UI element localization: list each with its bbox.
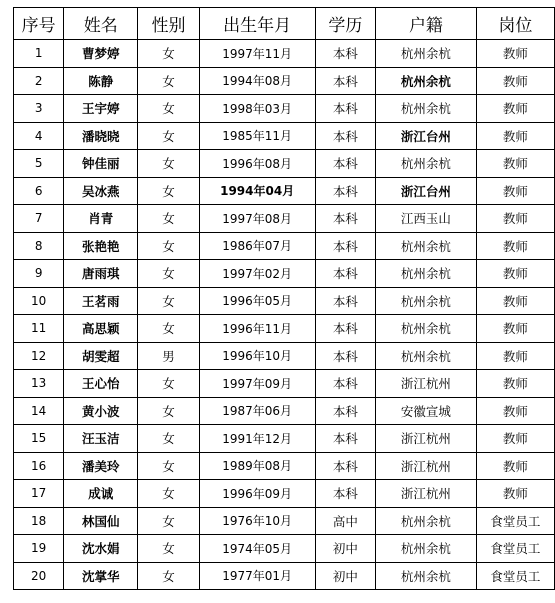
cell-no: 11 xyxy=(14,315,64,343)
cell-hukou: 浙江杭州 xyxy=(376,425,476,453)
header-birth: 出生年月 xyxy=(199,8,315,40)
cell-birth: 1989年08月 xyxy=(199,452,315,480)
cell-no: 15 xyxy=(14,425,64,453)
table-row xyxy=(14,177,555,205)
cell-hukou: 浙江杭州 xyxy=(376,370,476,398)
cell-birth: 1996年10月 xyxy=(199,342,315,370)
cell-post: 教师 xyxy=(476,67,554,95)
cell-hukou: 杭州余杭 xyxy=(376,260,476,288)
table-row xyxy=(14,425,555,453)
cell-hukou: 浙江杭州 xyxy=(376,480,476,508)
cell-birth: 1987年06月 xyxy=(199,397,315,425)
table-row xyxy=(14,480,555,508)
cell-gender: 女 xyxy=(138,205,199,233)
cell-education: 本科 xyxy=(315,425,376,453)
cell-hukou: 杭州余杭 xyxy=(376,95,476,123)
cell-education: 本科 xyxy=(315,260,376,288)
cell-hukou: 浙江台州 xyxy=(376,122,476,150)
table-row xyxy=(14,95,555,123)
cell-birth: 1997年09月 xyxy=(199,370,315,398)
cell-name: 潘美玲 xyxy=(64,452,138,480)
cell-hukou: 杭州余杭 xyxy=(376,507,476,535)
cell-birth: 1976年10月 xyxy=(199,507,315,535)
cell-education: 本科 xyxy=(315,95,376,123)
cell-education: 本科 xyxy=(315,315,376,343)
cell-education: 本科 xyxy=(315,150,376,178)
cell-name: 肖青 xyxy=(64,205,138,233)
cell-name: 王茗雨 xyxy=(64,287,138,315)
header-row xyxy=(14,8,555,40)
cell-gender: 女 xyxy=(138,150,199,178)
table-row xyxy=(14,535,555,563)
cell-no: 1 xyxy=(14,40,64,68)
cell-birth: 1996年05月 xyxy=(199,287,315,315)
cell-post: 教师 xyxy=(476,397,554,425)
cell-education: 本科 xyxy=(315,287,376,315)
cell-post: 教师 xyxy=(476,232,554,260)
cell-education: 本科 xyxy=(315,480,376,508)
cell-birth: 1974年05月 xyxy=(199,535,315,563)
header-education: 学历 xyxy=(315,8,376,40)
cell-education: 初中 xyxy=(315,535,376,563)
cell-name: 唐雨琪 xyxy=(64,260,138,288)
cell-education: 本科 xyxy=(315,232,376,260)
cell-birth: 1977年01月 xyxy=(199,562,315,590)
cell-birth: 1994年04月 xyxy=(199,177,315,205)
cell-post: 教师 xyxy=(476,260,554,288)
cell-no: 12 xyxy=(14,342,64,370)
table-row xyxy=(14,562,555,590)
cell-name: 潘晓晓 xyxy=(64,122,138,150)
cell-hukou: 杭州余杭 xyxy=(376,287,476,315)
cell-gender: 女 xyxy=(138,67,199,95)
header-gender: 性别 xyxy=(138,8,199,40)
cell-no: 9 xyxy=(14,260,64,288)
cell-birth: 1996年11月 xyxy=(199,315,315,343)
cell-hukou: 杭州余杭 xyxy=(376,150,476,178)
cell-no: 20 xyxy=(14,562,64,590)
cell-post: 教师 xyxy=(476,315,554,343)
table-row xyxy=(14,342,555,370)
cell-post: 教师 xyxy=(476,40,554,68)
table-row xyxy=(14,40,555,68)
cell-education: 本科 xyxy=(315,40,376,68)
cell-name: 林国仙 xyxy=(64,507,138,535)
cell-gender: 女 xyxy=(138,370,199,398)
cell-gender: 男 xyxy=(138,342,199,370)
cell-birth: 1997年02月 xyxy=(199,260,315,288)
cell-hukou: 安徽宣城 xyxy=(376,397,476,425)
cell-education: 本科 xyxy=(315,205,376,233)
cell-post: 教师 xyxy=(476,122,554,150)
cell-hukou: 浙江台州 xyxy=(376,177,476,205)
header-no: 序号 xyxy=(14,8,64,40)
cell-post: 教师 xyxy=(476,480,554,508)
table-row xyxy=(14,205,555,233)
cell-name: 曹梦婷 xyxy=(64,40,138,68)
table-row xyxy=(14,260,555,288)
cell-post: 教师 xyxy=(476,287,554,315)
cell-post: 教师 xyxy=(476,370,554,398)
cell-gender: 女 xyxy=(138,95,199,123)
cell-education: 本科 xyxy=(315,342,376,370)
table-row xyxy=(14,287,555,315)
table-row xyxy=(14,315,555,343)
cell-post: 教师 xyxy=(476,342,554,370)
cell-education: 本科 xyxy=(315,177,376,205)
cell-no: 8 xyxy=(14,232,64,260)
cell-hukou: 杭州余杭 xyxy=(376,67,476,95)
cell-name: 张艳艳 xyxy=(64,232,138,260)
cell-birth: 1985年11月 xyxy=(199,122,315,150)
cell-name: 陈静 xyxy=(64,67,138,95)
cell-gender: 女 xyxy=(138,40,199,68)
cell-education: 初中 xyxy=(315,562,376,590)
cell-education: 本科 xyxy=(315,122,376,150)
cell-gender: 女 xyxy=(138,480,199,508)
cell-name: 黄小波 xyxy=(64,397,138,425)
header-post: 岗位 xyxy=(476,8,554,40)
cell-name: 吴冰燕 xyxy=(64,177,138,205)
cell-post: 食堂员工 xyxy=(476,535,554,563)
table-row xyxy=(14,370,555,398)
cell-name: 汪玉洁 xyxy=(64,425,138,453)
cell-gender: 女 xyxy=(138,425,199,453)
cell-no: 7 xyxy=(14,205,64,233)
cell-gender: 女 xyxy=(138,315,199,343)
cell-gender: 女 xyxy=(138,177,199,205)
cell-post: 教师 xyxy=(476,452,554,480)
cell-gender: 女 xyxy=(138,287,199,315)
cell-post: 教师 xyxy=(476,177,554,205)
cell-no: 16 xyxy=(14,452,64,480)
cell-no: 13 xyxy=(14,370,64,398)
cell-name: 沈水娟 xyxy=(64,535,138,563)
table-row xyxy=(14,122,555,150)
cell-birth: 1997年11月 xyxy=(199,40,315,68)
cell-gender: 女 xyxy=(138,232,199,260)
cell-hukou: 杭州余杭 xyxy=(376,342,476,370)
cell-education: 本科 xyxy=(315,397,376,425)
staff-table xyxy=(13,7,555,590)
header-name: 姓名 xyxy=(64,8,138,40)
cell-gender: 女 xyxy=(138,122,199,150)
cell-name: 沈掌华 xyxy=(64,562,138,590)
cell-no: 17 xyxy=(14,480,64,508)
cell-name: 王心怡 xyxy=(64,370,138,398)
cell-birth: 1994年08月 xyxy=(199,67,315,95)
cell-no: 6 xyxy=(14,177,64,205)
cell-no: 10 xyxy=(14,287,64,315)
table-row xyxy=(14,232,555,260)
table-row xyxy=(14,397,555,425)
cell-gender: 女 xyxy=(138,535,199,563)
table-row xyxy=(14,507,555,535)
cell-birth: 1986年07月 xyxy=(199,232,315,260)
cell-gender: 女 xyxy=(138,260,199,288)
cell-gender: 女 xyxy=(138,452,199,480)
cell-gender: 女 xyxy=(138,397,199,425)
cell-no: 3 xyxy=(14,95,64,123)
cell-hukou: 杭州余杭 xyxy=(376,535,476,563)
cell-name: 钟佳丽 xyxy=(64,150,138,178)
cell-gender: 女 xyxy=(138,562,199,590)
table-row xyxy=(14,452,555,480)
staff-table-container xyxy=(13,7,555,590)
table-body xyxy=(14,40,555,590)
cell-post: 教师 xyxy=(476,205,554,233)
cell-education: 本科 xyxy=(315,67,376,95)
cell-hukou: 杭州余杭 xyxy=(376,232,476,260)
cell-education: 本科 xyxy=(315,452,376,480)
cell-hukou: 杭州余杭 xyxy=(376,40,476,68)
cell-post: 教师 xyxy=(476,150,554,178)
table-row xyxy=(14,67,555,95)
cell-no: 2 xyxy=(14,67,64,95)
cell-no: 14 xyxy=(14,397,64,425)
cell-no: 5 xyxy=(14,150,64,178)
cell-no: 18 xyxy=(14,507,64,535)
cell-hukou: 杭州余杭 xyxy=(376,562,476,590)
cell-name: 高思颖 xyxy=(64,315,138,343)
cell-name: 王宇婷 xyxy=(64,95,138,123)
cell-birth: 1991年12月 xyxy=(199,425,315,453)
cell-post: 食堂员工 xyxy=(476,507,554,535)
cell-post: 教师 xyxy=(476,425,554,453)
cell-name: 成诚 xyxy=(64,480,138,508)
cell-education: 高中 xyxy=(315,507,376,535)
header-hukou: 户籍 xyxy=(376,8,476,40)
cell-name: 胡雯超 xyxy=(64,342,138,370)
cell-birth: 1997年08月 xyxy=(199,205,315,233)
cell-no: 19 xyxy=(14,535,64,563)
cell-no: 4 xyxy=(14,122,64,150)
cell-hukou: 杭州余杭 xyxy=(376,315,476,343)
cell-post: 食堂员工 xyxy=(476,562,554,590)
cell-gender: 女 xyxy=(138,507,199,535)
cell-birth: 1996年09月 xyxy=(199,480,315,508)
cell-hukou: 江西玉山 xyxy=(376,205,476,233)
cell-hukou: 浙江杭州 xyxy=(376,452,476,480)
table-row xyxy=(14,150,555,178)
cell-birth: 1996年08月 xyxy=(199,150,315,178)
cell-education: 本科 xyxy=(315,370,376,398)
cell-post: 教师 xyxy=(476,95,554,123)
cell-birth: 1998年03月 xyxy=(199,95,315,123)
